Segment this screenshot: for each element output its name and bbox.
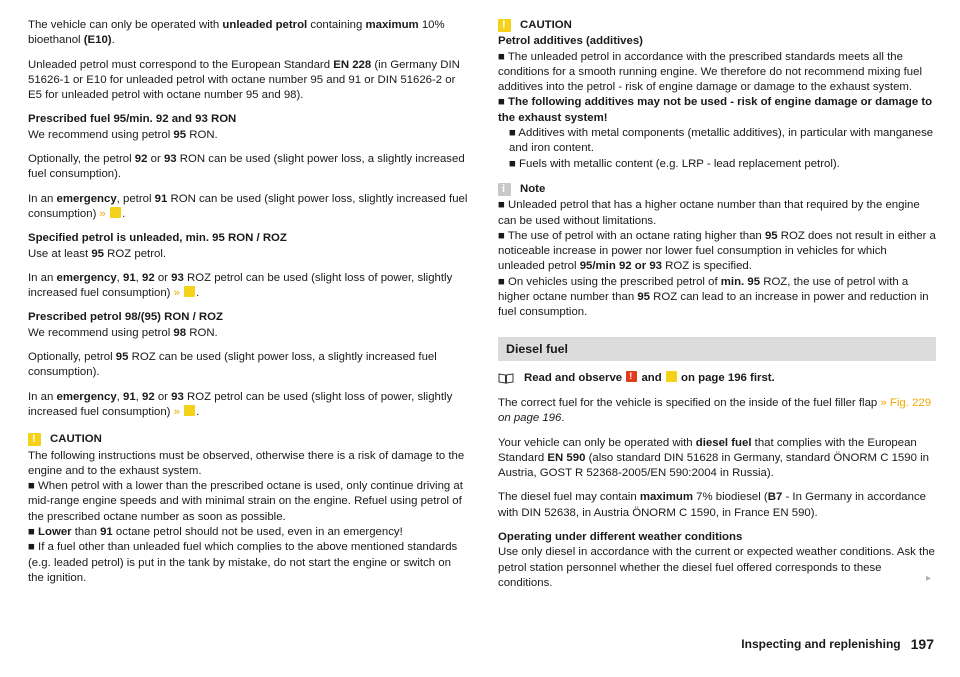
cross-reference-link[interactable]: » [173, 405, 180, 418]
caution-item: ■ The unleaded petrol in accordance with the prescribed standards meets all the conditions for a smooth running engine. We therefore do not recommend mixing fuel additives into the petrol - risk of engine damage or damage to the exhaust system. [498, 50, 923, 94]
caution-item: ■ When petrol with a lower than the prescribed octane is used, only continue driving at mid-range engine speeds and with minimal strain on the engine. Refuel using petrol of the prescribed octane number as soon as possible. [28, 480, 463, 523]
paragraph: Unleaded petrol must correspond to the European Standard EN 228 (in Germany DIN 51626-1 or E10 for unleaded petrol with octane number 95 and 91 or DIN 51626-2 or E5 for unleaded petrol with octane number 95 and 98). [28, 58, 460, 102]
paragraph: The correct fuel for the vehicle is specified on the inside of the fuel filler flap » Fig. 229 on page 196. [498, 396, 932, 425]
book-icon [498, 372, 514, 384]
paragraph: The diesel fuel may contain maximum 7% biodiesel (B7 - In Germany in accordance with DIN 52638, in Austria ÖNORM C 1590, in France EN 590). [498, 491, 927, 519]
caution-title: CAUTION [520, 19, 572, 31]
paragraph: Optionally, petrol 95 ROZ can be used (slight power loss, a slightly increased fuel consumption). [28, 351, 437, 379]
note-item: ■ Unleaded petrol that has a higher octane number than that required by the engine can be used without limitations. [498, 199, 920, 227]
paragraph: In an emergency, 91, 92 or 93 ROZ petrol can be used (slight loss of power, slightly increased fuel consumption) » . [28, 390, 453, 418]
section-header: Diesel fuel [498, 337, 936, 361]
page-number: 197 [910, 636, 934, 652]
figure-link[interactable]: » Fig. 229 [880, 396, 932, 409]
warning-icon [626, 371, 637, 382]
note-item: ■ On vehicles using the prescribed petrol of min. 95 ROZ, the use of petrol with a higher octane number than 95 ROZ can lead to an increase in power and reduction in fuel consumption. [498, 275, 929, 319]
caution-icon [110, 207, 121, 218]
caution-icon [28, 433, 41, 446]
caution-icon [666, 371, 677, 382]
page-footer [741, 637, 934, 652]
cross-reference-link[interactable]: » [173, 287, 180, 300]
caution-item: ■ Lower than 91 octane petrol should not be used, even in an emergency! [28, 526, 403, 539]
read-and-observe: Read and observe ! and on page 196 first. [498, 371, 936, 386]
note-item: ■ The use of petrol with an octane rating higher than 95 ROZ does not result in either a noticeable increase in power nor lower fuel consumption in vehicles for which unleaded petrol 95/min 92 or 93 ROZ is specified. [498, 229, 936, 273]
caution-icon [184, 405, 195, 416]
caution-intro: The following instructions must be observed, otherwise there is a risk of damage to the engine and to the exhaust system. [28, 449, 465, 477]
note-block [498, 182, 936, 321]
paragraph: Optionally, the petrol 92 or 93 RON can be used (slight power loss, a slightly increased fuel consumption). [28, 153, 465, 181]
paragraph: Specified petrol is unleaded, min. 95 RON / ROZ Use at least 95 ROZ petrol. [28, 232, 287, 260]
footer-title: Inspecting and replenishing [741, 637, 901, 651]
caution-subitem: ■ Fuels with metallic content (e.g. LRP - lead replacement petrol). [509, 157, 840, 170]
left-column [28, 18, 468, 586]
paragraph: In an emergency, 91, 92 or 93 ROZ petrol can be used (slight loss of power, slightly increased fuel consumption) » . [28, 271, 453, 300]
paragraph: Operating under different weather conditions Use only diesel in accordance with the current or expected weather conditions. Ask the petrol station personnel whether the diesel fuel offered corresponds to these conditions. [498, 531, 935, 589]
subheading: Operating under different weather conditions [498, 531, 743, 544]
subheading: Specified petrol is unleaded, min. 95 RON / ROZ [28, 232, 287, 245]
caution-icon [184, 286, 195, 297]
paragraph: Prescribed petrol 98/(95) RON / ROZ We recommend using petrol 98 RON. [28, 311, 223, 339]
caution-block [28, 432, 468, 586]
caution-item: ■ If a fuel other than unleaded fuel which complies to the above mentioned standards (e.g. leaded petrol) is put in the tank by mistake, do not start the engine or switch on the ignition. [28, 541, 458, 584]
caution-subheading: Petrol additives (additives) [498, 35, 643, 48]
caution-icon [498, 19, 511, 32]
subheading: Prescribed fuel 95/min. 92 and 93 RON [28, 113, 237, 126]
paragraph: Your vehicle can only be operated with diesel fuel that complies with the European Standard EN 590 (also standard DIN 51628 in Germany, standard ÖNORM C 1590 in Austria, GOST R 52368-2005/EN 590:2004 in Russia). [498, 436, 929, 480]
caution-item: ■ The following additives may not be used - risk of engine damage or damage to the exhaust system! [498, 96, 933, 124]
caution-block [498, 18, 936, 172]
caution-title: CAUTION [50, 433, 102, 446]
right-column [498, 18, 936, 600]
paragraph: The vehicle can only be operated with unleaded petrol containing maximum 10% bioethanol (E10). [28, 19, 445, 47]
caution-subitem: ■ Additives with metal components (metallic additives), in particular with manganese and iron content. [509, 127, 934, 155]
subheading: Prescribed petrol 98/(95) RON / ROZ [28, 311, 223, 324]
paragraph: Prescribed fuel 95/min. 92 and 93 RON We recommend using petrol 95 RON. [28, 113, 237, 141]
note-title: Note [520, 182, 546, 195]
continue-arrow-icon: ▸ [926, 573, 932, 584]
info-icon [498, 183, 511, 196]
cross-reference-link[interactable]: » [99, 207, 106, 220]
paragraph: In an emergency, petrol 91 RON can be used (slight power loss, slightly increased fuel consumption) » . [28, 192, 468, 220]
